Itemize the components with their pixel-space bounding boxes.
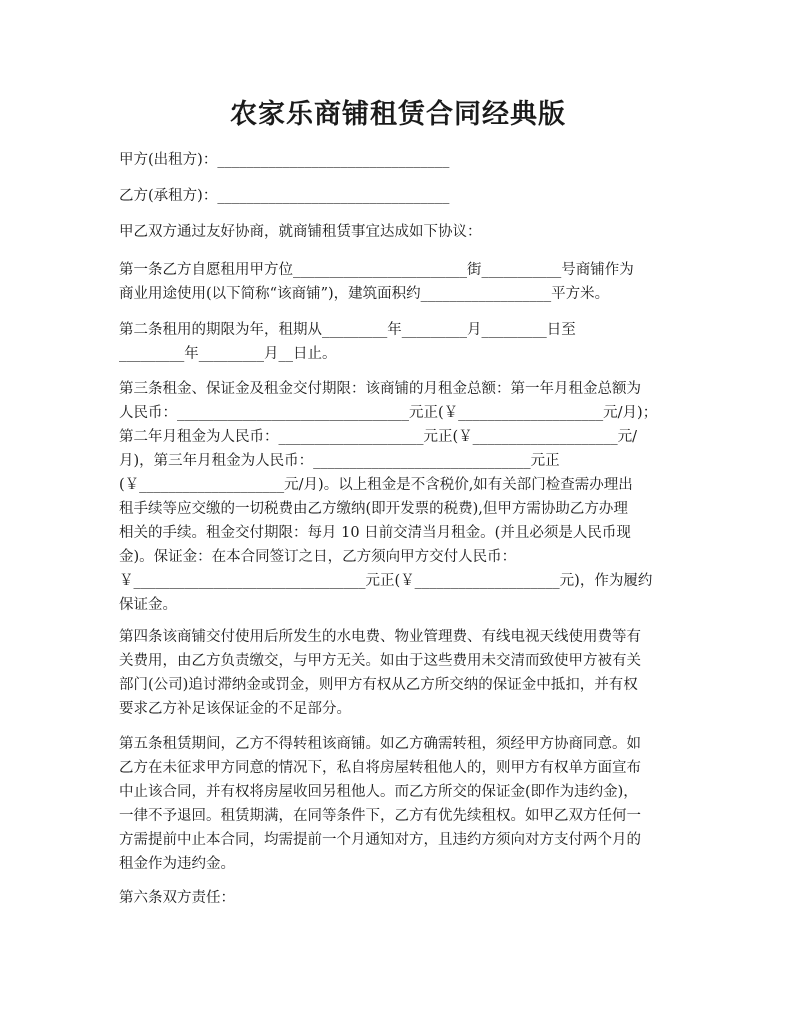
- article-6-heading: 第六条双方责任：: [119, 890, 235, 906]
- intro-paragraph: 甲乙双方通过友好协商，就商铺租赁事宜达成如下协议：: [119, 224, 482, 240]
- article-5: 第五条租赁期间，乙方不得转租该商铺。如乙方确需转租，须经甲方协商同意。如 乙方在未征求甲方同意的情况下，私自将房屋转租他人的，则甲方有权单方面宣布 中止该合同，并有权将房屋收回另租他人。而乙方所交的保证金(即作为违约金)， 一律不予退回。租赁期满，在同等条件下，乙方有优先续租权。如甲乙双方任何一 方需提前中止本合同，均需提前一个月通知对方，且违约方须向对方支付两个月的 租金作为违约金。: [119, 736, 641, 872]
- article-3: 第三条租金、保证金及租金交付期限：该商铺的月租金总额：第一年月租金总额为 人民币：________________________________元正(￥____________________元/月)； 第二年月租金为人民币：____________________元正(￥____________________元/ 月)，第三年月租金为人民币：______________________________元正 (￥____________________元/月)。以上租金是不含税价,如有关部门检查需办理出 租手续等应交缴的一切税费由乙方缴纳(即开发票的税费),但甲方需协助乙方办理 相关的手续。租金交付期限：每月 10 日前交清当月租金。(并且必须是人民币现 金)。保证金：在本合同签订之日，乙方须向甲方交付人民币： ￥________________________________元正(￥____________________元)，作为履约 保证金。: [119, 381, 658, 613]
- document-title: 农家乐商铺租赁合同经典版: [230, 99, 566, 130]
- party-a-line: 甲方(出租方)：________________________________: [119, 152, 450, 168]
- article-2: 第二条租用的期限为年，租期从_________年_________月_________日至 _________年_________月__日止。: [119, 322, 576, 362]
- article-1: 第一条乙方自愿租用甲方位________________________街___________号商铺作为 商业用途使用(以下简称“该商铺”)，建筑面积约__________________平方米。: [119, 262, 634, 302]
- article-4: 第四条该商铺交付使用后所发生的水电费、物业管理费、有线电视天线使用费等有 关费用，由乙方负责缴交，与甲方无关。如由于这些费用未交清而致使甲方被有关 部门(公司)追讨滞纳金或罚金，则甲方有权从乙方所交纳的保证金中抵扣，并有权 要求乙方补足该保证金的不足部分。: [119, 629, 641, 717]
- party-b-line: 乙方(承租方)：________________________________: [119, 188, 450, 204]
